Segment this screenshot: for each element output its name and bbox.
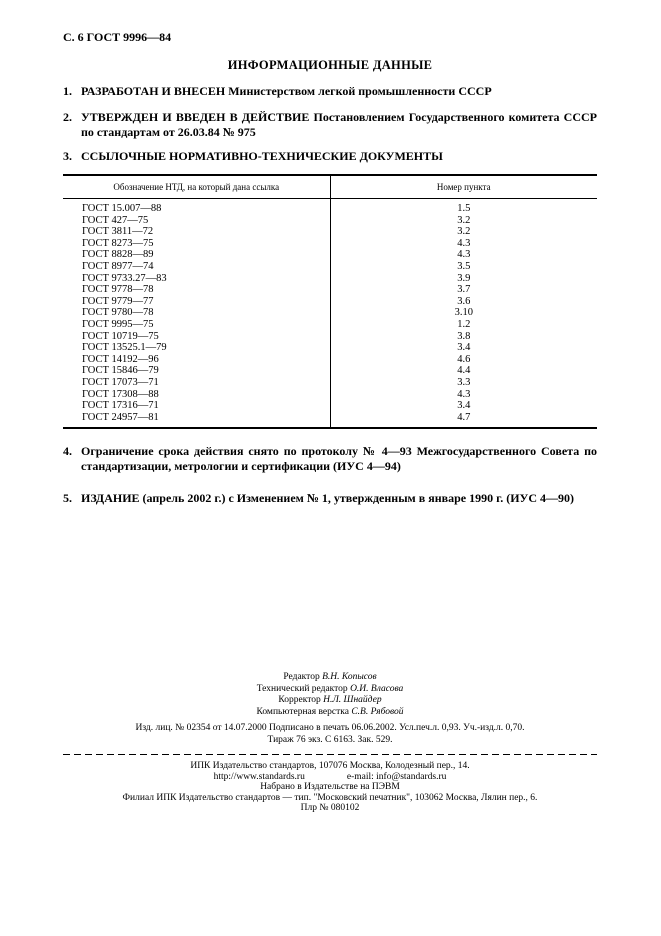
ntd-cell: ГОСТ 17316—71: [63, 400, 330, 412]
print-info-block: [63, 723, 597, 746]
item-text: УТВЕРЖДЕН И ВВЕДЕН В ДЕЙСТВИЕ Постановлением Государственного комитета СССР по стандартам от 26.03.84 № 975: [81, 110, 597, 139]
table-row: [63, 238, 597, 250]
item-text: ССЫЛОЧНЫЕ НОРМАТИВНО-ТЕХНИЧЕСКИЕ ДОКУМЕНТЫ: [81, 149, 443, 163]
ntd-cell: ГОСТ 14192—96: [63, 354, 330, 366]
page-title: ИНФОРМАЦИОННЫЕ ДАННЫЕ: [227, 58, 433, 72]
table-row: [63, 226, 597, 238]
table-row: [63, 354, 597, 366]
table-row: [63, 296, 597, 308]
table-row: [63, 261, 597, 273]
colophon-block: [63, 672, 597, 718]
ntd-cell: ГОСТ 8273—75: [63, 238, 330, 250]
print-info-line-2: Тираж 76 экз. С 6163. Зак. 529.: [267, 734, 393, 745]
publisher-block: [63, 761, 597, 814]
publisher-email: e-mail: info@standards.ru: [346, 771, 447, 782]
print-info-line-1: Изд. лиц. № 02354 от 14.07.2000 Подписано в печать 06.06.2002. Усл.печ.л. 0,93. Уч.-изд.л. 0,70.: [135, 723, 525, 734]
item-number: 2.: [63, 110, 72, 124]
list-item-4: [63, 444, 597, 474]
punkt-cell: 3.3: [457, 376, 471, 388]
staff-role: Технический редактор: [256, 683, 348, 694]
staff-line: [63, 672, 597, 684]
publisher-contacts: [63, 772, 597, 783]
publisher-address: ИПК Издательство стандартов, 107076 Москва, Колодезный пер., 14.: [190, 761, 470, 772]
ntd-cell: ГОСТ 17073—71: [63, 377, 330, 389]
ntd-cell: ГОСТ 13525.1—79: [63, 342, 330, 354]
staff-line: [63, 707, 597, 719]
punkt-cell: 4.6: [457, 353, 471, 365]
punkt-cell: 3.10: [454, 307, 473, 319]
ntd-cell: ГОСТ 9779—77: [63, 296, 330, 308]
item-number: 3.: [63, 149, 72, 163]
ntd-cell: ГОСТ 15846—79: [63, 365, 330, 377]
table-row: [63, 377, 597, 389]
table-row: [63, 215, 597, 227]
punkt-cell: 4.3: [457, 388, 471, 400]
table-row: [63, 199, 597, 215]
punkt-cell: 3.4: [457, 342, 471, 354]
column-header-ntd: Обозначение НТД, на который дана ссылка: [63, 175, 330, 199]
references-table: [63, 174, 597, 429]
table-row: [63, 365, 597, 377]
item-text: Ограничение срока действия снято по протоколу № 4—93 Межгосударственного Совета по стандартизации, метрологии и сертификации (ИУС 4—94): [81, 444, 597, 474]
table-row: [63, 342, 597, 354]
table-row: [63, 400, 597, 412]
item-number: 5.: [63, 491, 72, 506]
staff-role: Компьютерная верстка: [256, 706, 349, 717]
ntd-cell: ГОСТ 24957—81: [63, 412, 330, 429]
punkt-cell: 4.7: [457, 411, 471, 423]
ntd-table-body: [63, 199, 597, 429]
staff-role: Корректор: [278, 695, 321, 706]
staff-line: [63, 695, 597, 707]
publisher-branch: Филиал ИПК Издательство стандартов — тип. "Московский печатник", 103062 Москва, Лялин пер., 6.: [122, 792, 538, 803]
table-row: [63, 412, 597, 429]
divider-dashed: [63, 754, 597, 755]
staff-name: С.В. Рябовой: [351, 706, 404, 717]
ntd-cell: ГОСТ 9778—78: [63, 284, 330, 296]
punkt-cell: 3.2: [457, 214, 471, 226]
list-item-3: [63, 149, 597, 164]
table-row: [63, 273, 597, 285]
punkt-cell: 4.4: [457, 365, 471, 377]
item-text: ИЗДАНИЕ (апрель 2002 г.) с Изменением № 1, утвержденным в январе 1990 г. (ИУС 4—90): [81, 491, 574, 506]
punkt-cell: 4.3: [457, 237, 471, 249]
staff-name: В.Н. Копысов: [322, 672, 377, 683]
ntd-cell: ГОСТ 8977—74: [63, 261, 330, 273]
publisher-typesetting: Набрано в Издательстве на ПЭВМ: [260, 782, 400, 793]
punkt-cell: 3.4: [457, 400, 471, 412]
table-row: [63, 331, 597, 343]
punkt-cell: 3.8: [457, 330, 471, 342]
item-number: 1.: [63, 84, 72, 98]
punkt-cell: 3.2: [457, 226, 471, 238]
ntd-cell: ГОСТ 3811—72: [63, 226, 330, 238]
ntd-cell: ГОСТ 9733.27—83: [63, 273, 330, 285]
table-row: [63, 307, 597, 319]
list-item-2: [63, 110, 597, 140]
list-item-5: [63, 491, 597, 506]
table-header-row: [63, 175, 597, 199]
staff-name: О.И. Власова: [350, 683, 404, 694]
column-header-punkt: Номер пункта: [330, 175, 597, 199]
ntd-cell: ГОСТ 9995—75: [63, 319, 330, 331]
punkt-cell: 3.6: [457, 295, 471, 307]
punkt-cell: 1.5: [457, 203, 471, 214]
publisher-plr: Плр № 080102: [300, 803, 360, 814]
ntd-cell: ГОСТ 9780—78: [63, 307, 330, 319]
table-row: [63, 249, 597, 261]
ntd-cell: ГОСТ 427—75: [63, 215, 330, 227]
punkt-cell: 3.7: [457, 284, 471, 296]
list-item-1: [63, 84, 597, 99]
staff-role: Редактор: [283, 672, 320, 683]
running-header: С. 6 ГОСТ 9996—84: [63, 30, 172, 44]
ntd-cell: ГОСТ 10719—75: [63, 331, 330, 343]
table-row: [63, 284, 597, 296]
punkt-cell: 3.5: [457, 260, 471, 272]
ntd-cell: ГОСТ 8828—89: [63, 249, 330, 261]
ntd-cell: ГОСТ 15.007—88: [63, 199, 330, 215]
ntd-cell: ГОСТ 17308—88: [63, 389, 330, 401]
staff-name: Н.Л. Шнайдер: [323, 695, 382, 706]
table-row: [63, 319, 597, 331]
staff-line: [63, 684, 597, 696]
punkt-cell: 1.2: [457, 318, 471, 330]
punkt-cell: 4.3: [457, 249, 471, 261]
item-text: РАЗРАБОТАН И ВНЕСЕН Министерством легкой промышленности СССР: [81, 84, 492, 98]
publisher-url: http://www.standards.ru: [213, 771, 305, 782]
punkt-cell: 3.9: [457, 272, 471, 284]
item-number: 4.: [63, 444, 72, 459]
table-row: [63, 389, 597, 401]
